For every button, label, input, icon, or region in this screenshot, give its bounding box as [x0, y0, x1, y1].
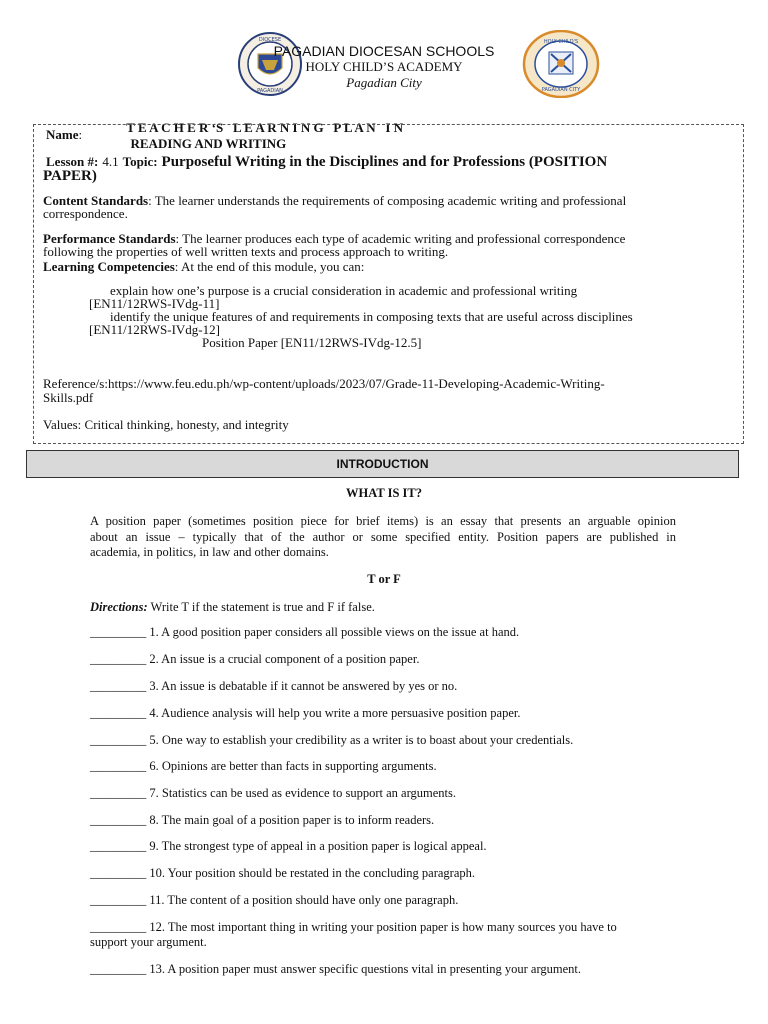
competency-1-line2: [EN11/12RWS-IVdg-11] — [89, 296, 220, 311]
competency-2-line2: [EN11/12RWS-IVdg-12] — [89, 322, 220, 337]
name-row — [46, 128, 82, 141]
content-standards-line2: correspondence. — [43, 206, 128, 221]
reference-line1: Reference/s:https://www.feu.edu.ph/wp-content/uploads/2023/07/Grade-11-Developing-Academic-Writing- — [43, 376, 605, 391]
content-standards-line1 — [43, 194, 743, 207]
tf-item-9: _________ 9. The strongest type of appeal in a position paper is logical appeal. — [90, 839, 487, 853]
competency-1-line1: explain how one’s purpose is a crucial consideration in academic and professional writing — [110, 283, 578, 298]
intro-paragraph-line3: academia, in politics, in law and other domains. — [90, 545, 329, 559]
lesson-row — [46, 153, 736, 171]
learning-competencies-text: : At the end of this module, you can: — [174, 259, 365, 274]
content-standards-label: Content Standards — [43, 193, 149, 208]
svg-text:PAGADIAN CITY: PAGADIAN CITY — [541, 87, 581, 93]
values-line: Values: Critical thinking, honesty, and integrity — [43, 417, 289, 432]
introduction-header-bar: INTRODUCTION — [26, 450, 739, 478]
tf-item-6: _________ 6. Opinions are better than facts in supporting arguments. — [90, 759, 437, 773]
competency-2-line1: identify the unique features of and requirements in composing texts that are useful across disciplines — [110, 309, 633, 324]
tf-item-10: _________ 10. Your position should be restated in the concluding paragraph. — [90, 866, 476, 880]
performance-standards-line2: following the properties of well written texts and process approach to writing. — [43, 244, 449, 259]
topic-title-line1: Purposeful Writing in the Disciplines and for Professions (POSITION — [161, 154, 608, 170]
svg-text:DIOCESE: DIOCESE — [258, 37, 282, 43]
competency-3: Position Paper [EN11/12RWS-IVdg-12.5] — [202, 335, 422, 350]
what-is-it-heading: WHAT IS IT? — [346, 486, 422, 500]
reference-line2: Skills.pdf — [43, 390, 94, 405]
svg-text:PAGADIAN: PAGADIAN — [257, 88, 283, 94]
school-name-line1: PAGADIAN DIOCESAN SCHOOLS — [273, 43, 495, 59]
tf-heading: T or F — [367, 572, 401, 586]
tf-item-12-continued: support your argument. — [90, 935, 207, 949]
tf-item-7: _________ 7. Statistics can be used as evidence to support an arguments. — [90, 786, 457, 800]
intro-paragraph-line2: about an issue – typically that of the author or some specified entity. Position papers are published in — [90, 529, 676, 544]
tf-item-5: _________ 5. One way to establish your credibility as a writer is to boast about your credentials. — [90, 733, 574, 747]
performance-standards-label: Performance Standards — [43, 231, 176, 246]
lesson-number: 4.1 — [102, 154, 119, 169]
school-city: Pagadian City — [346, 75, 422, 90]
learning-competencies-row — [43, 260, 364, 273]
tf-item-12: _________ 12. The most important thing in writing your position paper is how many sources you have to — [90, 920, 617, 934]
name-colon: : — [78, 127, 83, 142]
tf-item-1: _________ 1. A good position paper considers all possible views on the issue at hand. — [90, 625, 520, 639]
plan-title-spaced: T E A C H E R ‘S L E A R N I N G P L A N I N — [126, 120, 404, 135]
learning-competencies-label: Learning Competencies — [43, 259, 175, 274]
directions-text: Write T if the statement is true and F if false. — [147, 600, 375, 614]
tf-item-3: _________ 3. An issue is debatable if it cannot be answered by yes or no. — [90, 679, 458, 693]
directions-line — [90, 600, 375, 615]
content-standards-text: : The learner understands the requirements of composing academic writing and professional — [148, 193, 627, 208]
tf-item-11: _________ 11. The content of a position should have only one paragraph. — [90, 893, 459, 907]
tf-item-4: _________ 4. Audience analysis will help you write a more persuasive position paper. — [90, 706, 521, 720]
svg-text:HOLY CHILD'S: HOLY CHILD'S — [543, 39, 579, 45]
school-name-line2: HOLY CHILD’S ACADEMY — [305, 59, 463, 74]
topic-label: Topic: — [122, 154, 158, 169]
intro-paragraph-line1: A position paper (sometimes position piece for brief items) is an essay that presents an arguable opinion — [90, 514, 676, 528]
name-label: Name — [46, 127, 79, 142]
intro-paragraph — [90, 514, 676, 561]
performance-standards-text: : The learner produces each type of academic writing and professional correspondence — [175, 231, 626, 246]
lesson-label: Lesson #: — [46, 154, 99, 169]
plan-title-subject: READING AND WRITING — [130, 136, 287, 151]
tf-item-8: _________ 8. The main goal of a position paper is to inform readers. — [90, 813, 435, 827]
tf-item-13: _________ 13. A position paper must answer specific questions vital in presenting your argument. — [90, 962, 582, 976]
tf-item-2: _________ 2. An issue is a crucial component of a position paper. — [90, 652, 420, 666]
directions-label: Directions: — [90, 600, 148, 614]
topic-title-line2: PAPER) — [43, 168, 97, 184]
